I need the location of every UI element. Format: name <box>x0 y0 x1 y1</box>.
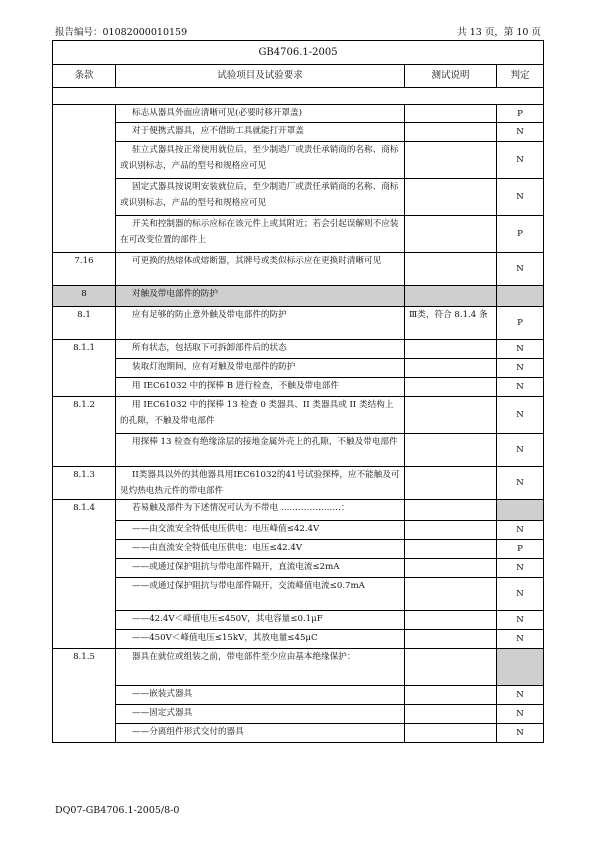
table-row <box>53 253 544 286</box>
table-row <box>53 521 544 540</box>
remark-cell <box>405 359 497 378</box>
remark-cell <box>405 521 497 540</box>
verdict-cell: P <box>497 540 544 559</box>
test-table <box>52 40 544 743</box>
remark-cell <box>405 578 497 611</box>
page-info: 共 13 页，第 10 页 <box>457 27 541 38</box>
remark-cell: Ⅲ类，符合 8.1.4 条 <box>405 307 497 340</box>
requirement-cell: 用探棒 13 检查有绝缘涂层的接地金属外壳上的孔隙，不触及带电部件 <box>116 434 405 467</box>
requirement-cell: ——或通过保护阻抗与带电部件隔开，交流峰值电流≤0.7mA <box>116 578 405 611</box>
remark-cell <box>405 630 497 649</box>
clause-cell: 8.1.5 <box>53 649 116 743</box>
remark-cell <box>405 286 497 307</box>
remark-cell <box>405 500 497 521</box>
table-row <box>53 397 544 434</box>
requirement-cell: 对于便携式器具，应不借助工具就能打开罩盖 <box>116 123 405 142</box>
table-row <box>53 123 544 142</box>
col-requirement-header: 试验项目及试验要求 <box>116 65 405 88</box>
requirement-cell: 器具在就位或组装之前，带电部件至少应由基本绝缘保护： <box>116 649 405 686</box>
verdict-cell: N <box>497 397 544 434</box>
table-row <box>53 340 544 359</box>
requirement-cell: 若易触及部件为下述情况可认为不带电 …………………： <box>116 500 405 521</box>
remark-cell <box>405 142 497 179</box>
verdict-cell: N <box>497 686 544 705</box>
table-row <box>53 540 544 559</box>
remark-cell <box>405 123 497 142</box>
verdict-cell <box>497 500 544 521</box>
verdict-cell: N <box>497 630 544 649</box>
requirement-cell: 所有状态，包括取下可拆卸部件后的状态 <box>116 340 405 359</box>
verdict-cell: N <box>497 611 544 630</box>
requirement-cell: 开关和控制器的标示应标在该元件上或其附近；若会引起误解则不应装在可改变位置的部件上 <box>116 216 405 253</box>
verdict-cell: N <box>497 123 544 142</box>
requirement-cell: ——分离组件形式交付的器具 <box>116 724 405 743</box>
verdict-cell: P <box>497 216 544 253</box>
requirement-cell: ——由直流安全特低电压供电：电压≤42.4V <box>116 540 405 559</box>
verdict-cell: P <box>497 105 544 123</box>
verdict-cell: N <box>497 142 544 179</box>
remark-cell <box>405 216 497 253</box>
table-row <box>53 500 544 521</box>
table-row <box>53 630 544 649</box>
requirement-cell: 应有足够的防止意外触及带电部件的防护 <box>116 307 405 340</box>
table-row <box>53 649 544 686</box>
table-row <box>53 359 544 378</box>
standard-row <box>53 41 544 65</box>
requirement-cell: 可更换的热熔体或熔断器，其牌号或类似标示应在更换时清晰可见 <box>116 253 405 286</box>
verdict-cell: N <box>497 359 544 378</box>
requirement-cell: 标志从器具外面应清晰可见(必要时移开罩盖) <box>116 105 405 123</box>
requirement-cell: ——42.4V＜峰值电压≤450V，其电容量≤0.1μF <box>116 611 405 630</box>
remark-cell <box>405 559 497 578</box>
requirement-cell: II类器具以外的其他器具用IEC61032的41号试验探棒，应不能触及可见灼热电热元件的带电部件 <box>116 467 405 500</box>
verdict-cell: P <box>497 307 544 340</box>
requirement-cell: 固定式器具按说明安装就位后，至少制造厂或责任承销商的名称、商标或识别标志，产品的型号和规格应可见 <box>116 179 405 216</box>
remark-cell <box>405 340 497 359</box>
document-code: DQ07-GB4706.1-2005/8-0 <box>55 805 180 816</box>
requirement-cell: ——固定式器具 <box>116 705 405 724</box>
remark-cell <box>405 397 497 434</box>
table-row <box>53 705 544 724</box>
verdict-cell: N <box>497 378 544 397</box>
remark-cell <box>405 611 497 630</box>
col-clause-header: 条款 <box>53 65 116 88</box>
clause-cell: 7.16 <box>53 253 116 286</box>
remark-cell <box>405 253 497 286</box>
requirement-cell: ——或通过保护阻抗与带电部件隔开，直流电流≤2mA <box>116 559 405 578</box>
table-row <box>53 724 544 743</box>
verdict-cell: N <box>497 559 544 578</box>
table-header <box>53 65 544 88</box>
remark-cell <box>405 105 497 123</box>
standard-title: GB4706.1-2005 <box>53 41 544 65</box>
verdict-cell: N <box>497 724 544 743</box>
table-row <box>53 559 544 578</box>
report-number: 报告编号：01082000010159 <box>55 27 188 38</box>
table-row <box>53 611 544 630</box>
clause-cell: 8.1.1 <box>53 340 116 397</box>
verdict-cell: N <box>497 521 544 540</box>
table-row <box>53 686 544 705</box>
clause-cell: 8.1.2 <box>53 397 116 467</box>
verdict-cell: N <box>497 179 544 216</box>
table-row <box>53 142 544 179</box>
clause-cell: 8.1.4 <box>53 500 116 649</box>
remark-cell <box>405 467 497 500</box>
table-row <box>53 467 544 500</box>
verdict-cell <box>497 286 544 307</box>
remark-cell <box>405 724 497 743</box>
table-row <box>53 378 544 397</box>
verdict-cell: N <box>497 253 544 286</box>
clause-cell: 8.1 <box>53 307 116 340</box>
spacer-cell <box>53 88 544 105</box>
verdict-cell: N <box>497 705 544 724</box>
table-row <box>53 434 544 467</box>
remark-cell <box>405 649 497 686</box>
table-row <box>53 179 544 216</box>
verdict-cell: N <box>497 578 544 611</box>
spacer-row <box>53 88 544 105</box>
requirement-cell: 用 IEC61032 中的探棒 13 检查 0 类器具、II 类器具或 II 类结构上的孔隙，不触及带电部件 <box>116 397 405 434</box>
remark-cell <box>405 705 497 724</box>
verdict-cell: N <box>497 340 544 359</box>
verdict-cell: N <box>497 434 544 467</box>
table-row <box>53 578 544 611</box>
requirement-cell: 用 IEC61032 中的探棒 B 进行检查，不触及带电部件 <box>116 378 405 397</box>
requirement-cell: 装取灯泡期间，应有对触及带电部件的防护 <box>116 359 405 378</box>
requirement-cell: ——嵌装式器具 <box>116 686 405 705</box>
table-row <box>53 216 544 253</box>
clause-cell: 8 <box>53 286 116 307</box>
table-row <box>53 105 544 123</box>
clause-cell: 8.1.3 <box>53 467 116 500</box>
requirement-cell: 驻立式器具按正常使用就位后，至少制造厂或责任承销商的名称、商标或识别标志，产品的型号和规格应可见 <box>116 142 405 179</box>
col-verdict-header: 判定 <box>497 65 544 88</box>
table-row <box>53 286 544 307</box>
requirement-cell: ——450V＜峰值电压≤15kV，其放电量≤45μC <box>116 630 405 649</box>
remark-cell <box>405 540 497 559</box>
verdict-cell: N <box>497 467 544 500</box>
remark-cell <box>405 686 497 705</box>
col-remark-header: 测试说明 <box>405 65 497 88</box>
remark-cell <box>405 434 497 467</box>
table-row <box>53 307 544 340</box>
requirement-cell: ——由交流安全特低电压供电：电压峰值≤42.4V <box>116 521 405 540</box>
remark-cell <box>405 179 497 216</box>
clause-cell <box>53 105 116 253</box>
remark-cell <box>405 378 497 397</box>
verdict-cell <box>497 649 544 686</box>
requirement-cell: 对触及带电部件的防护 <box>116 286 405 307</box>
